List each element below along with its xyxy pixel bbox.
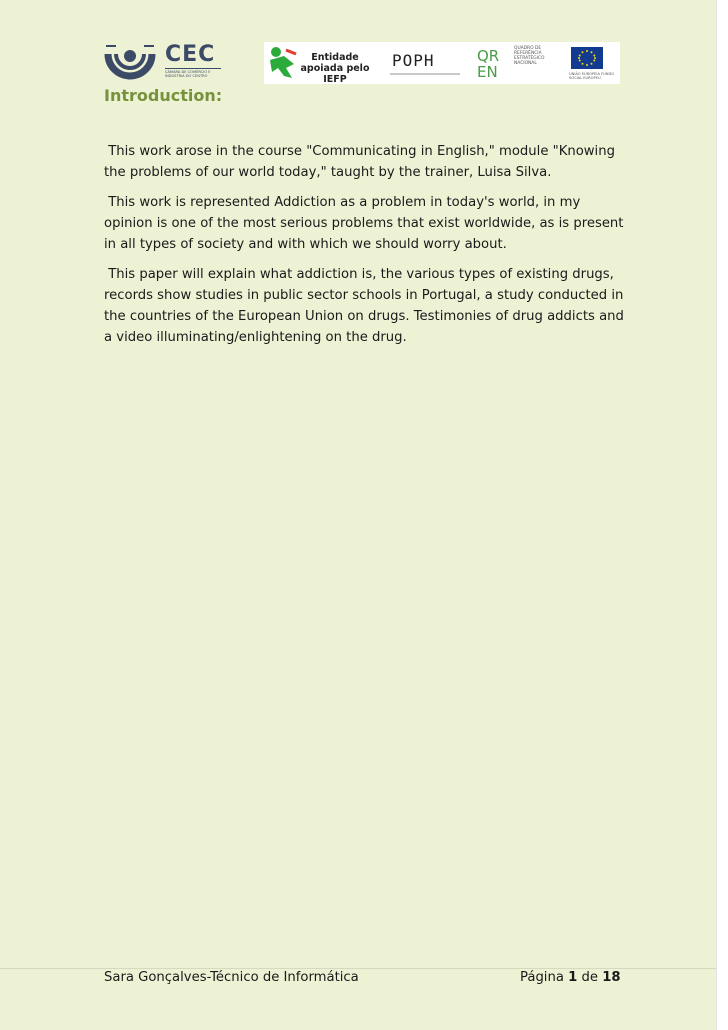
footer-author: Sara Gonçalves-Técnico de Informática bbox=[104, 970, 359, 985]
eu-flag-icon bbox=[571, 47, 603, 69]
cec-divider bbox=[165, 68, 221, 69]
sponsor-logo-strip bbox=[264, 42, 620, 84]
page-label: Página bbox=[520, 970, 564, 985]
page-indicator bbox=[520, 970, 621, 985]
iefp-label: Entidade apoiada pelo IEFP bbox=[300, 52, 370, 85]
page-total: 18 bbox=[602, 970, 621, 985]
page-number: 1 bbox=[568, 970, 578, 985]
eu-label: UNIÃO EUROPEIA FUNDO SOCIAL EUROPEU bbox=[569, 72, 615, 80]
poph-logo-icon: POPH bbox=[392, 51, 435, 70]
footer-divider bbox=[0, 968, 716, 969]
paragraph: This paper will explain what addiction is, the various types of existing drugs, records show studies in public sector schools in Portugal, a study conducted in the countries of the European Union on drugs. Testimonies of drug addicts and a video illuminating/enlightening on the drug. bbox=[104, 267, 629, 345]
iefp-runner-icon bbox=[268, 46, 298, 80]
poph-underline bbox=[390, 73, 460, 75]
paragraph: This work arose in the course "Communicating in English," module "Knowing the problems of our world today," taught by the trainer, Luisa Silva. bbox=[104, 144, 620, 180]
cec-subtitle: CÂMARA DE COMÉRCIO E INDÚSTRIA DO CENTRO bbox=[165, 70, 211, 79]
cec-title: CEC bbox=[165, 42, 216, 67]
section-heading: Introduction: bbox=[104, 86, 223, 105]
paragraph: This work is represented Addiction as a problem in today's world, in my opinion is one of the most serious problems that exist worldwide, as is present in all types of society and with which we should worry about. bbox=[104, 195, 628, 252]
cec-emblem-icon bbox=[102, 40, 158, 84]
page-header bbox=[102, 40, 622, 86]
qren-label: QUADRO DE REFERÊNCIA ESTRATÉGICO NACIONAL bbox=[514, 46, 545, 66]
qren-logo-icon bbox=[476, 46, 510, 80]
svg-text:QR: QR bbox=[477, 47, 500, 65]
of-label: de bbox=[581, 970, 598, 985]
svg-text:EN: EN bbox=[477, 63, 498, 80]
cec-logo bbox=[102, 40, 227, 84]
poph-logo bbox=[388, 48, 462, 78]
document-body bbox=[104, 141, 629, 357]
